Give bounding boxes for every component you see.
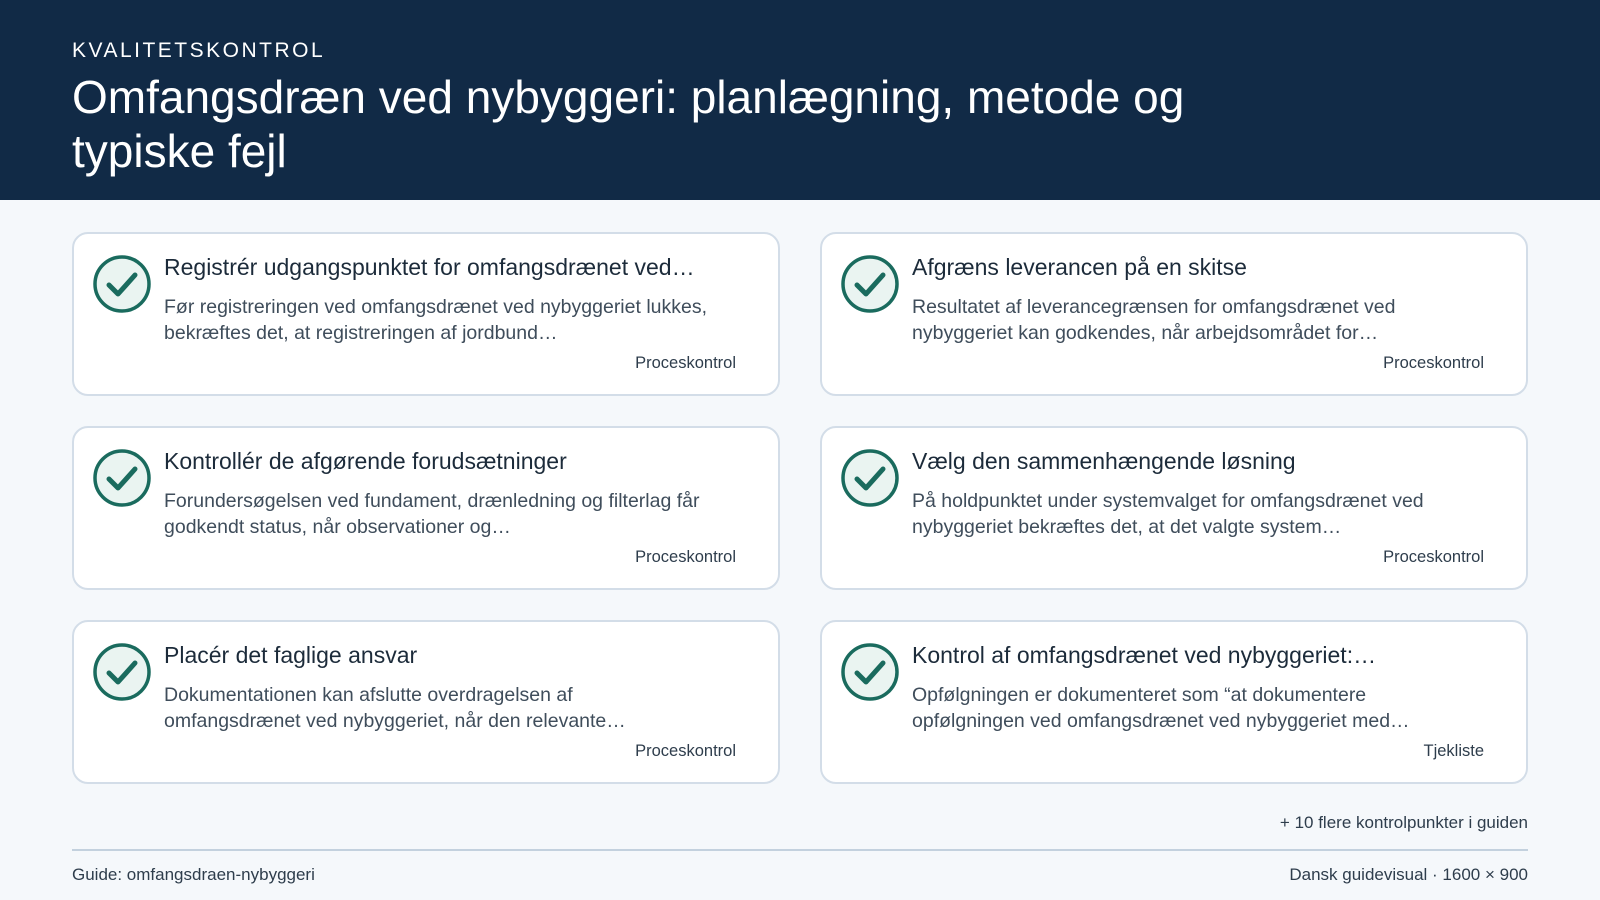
card-category-tag: Proceskontrol — [635, 548, 736, 566]
card-title: Vælg den sammenhængende løsning — [912, 448, 1296, 474]
card-description: Opfølgningen er dokumenteret som “at dokumentere opfølgningen ved omfangsdrænet ved nybyggeriet med… — [912, 684, 1410, 732]
card-description: Før registreringen ved omfangsdrænet ved nybyggeriet lukkes, bekræftes det, at registreringen af jordbund… — [164, 296, 708, 344]
card-category-tag: Proceskontrol — [635, 354, 736, 372]
checkpoint-card[interactable] — [72, 620, 780, 784]
card-description: På holdpunktet under systemvalget for omfangsdrænet ved nybyggeriet bekræftes det, at det valgte system… — [912, 490, 1424, 538]
card-title: Kontrol af omfangsdrænet ved nybyggeriet:… — [912, 642, 1377, 668]
card-description: Dokumentationen kan afslutte overdragelsen af omfangsdrænet ved nybyggeriet, når den relevante… — [164, 684, 626, 732]
more-checkpoints-link[interactable]: + 10 flere kontrolpunkter i guiden — [1279, 813, 1528, 832]
card-title: Registrér udgangspunktet for omfangsdrænet ved… — [164, 254, 695, 280]
check-circle-icon — [92, 448, 152, 508]
checkpoint-card[interactable] — [72, 232, 780, 396]
header-banner — [0, 0, 1600, 200]
card-description: Resultatet af leverancegrænsen for omfangsdrænet ved nybyggeriet kan godkendes, når arbejdsområdet for… — [912, 296, 1396, 344]
checkpoint-card[interactable] — [820, 426, 1528, 590]
footer-meta: Dansk guidevisual · 1600 × 900 — [1289, 865, 1528, 884]
footer-divider — [72, 849, 1528, 851]
check-circle-icon — [840, 448, 900, 508]
page-title: Omfangsdræn ved nybyggeri: planlægning, metode og typiske fejl — [72, 71, 1185, 177]
eyebrow-label: KVALITETSKONTROL — [72, 39, 326, 62]
check-circle-icon — [840, 642, 900, 702]
checkpoint-grid — [72, 232, 1528, 784]
checkpoint-card[interactable] — [820, 620, 1528, 784]
check-circle-icon — [840, 254, 900, 314]
card-category-tag: Proceskontrol — [1383, 548, 1484, 566]
card-category-tag: Tjekliste — [1423, 742, 1484, 760]
card-title: Kontrollér de afgørende forudsætninger — [164, 448, 567, 474]
check-circle-icon — [92, 642, 152, 702]
card-description: Forundersøgelsen ved fundament, drænledning og filterlag får godkendt status, når observationer og… — [164, 490, 700, 538]
checkpoint-card[interactable] — [820, 232, 1528, 396]
footer-guide-slug: Guide: omfangsdraen-nybyggeri — [72, 865, 315, 884]
card-title: Placér det faglige ansvar — [164, 642, 418, 668]
card-category-tag: Proceskontrol — [635, 742, 736, 760]
card-title: Afgræns leverancen på en skitse — [912, 254, 1247, 280]
check-circle-icon — [92, 254, 152, 314]
card-category-tag: Proceskontrol — [1383, 354, 1484, 372]
checkpoint-card[interactable] — [72, 426, 780, 590]
